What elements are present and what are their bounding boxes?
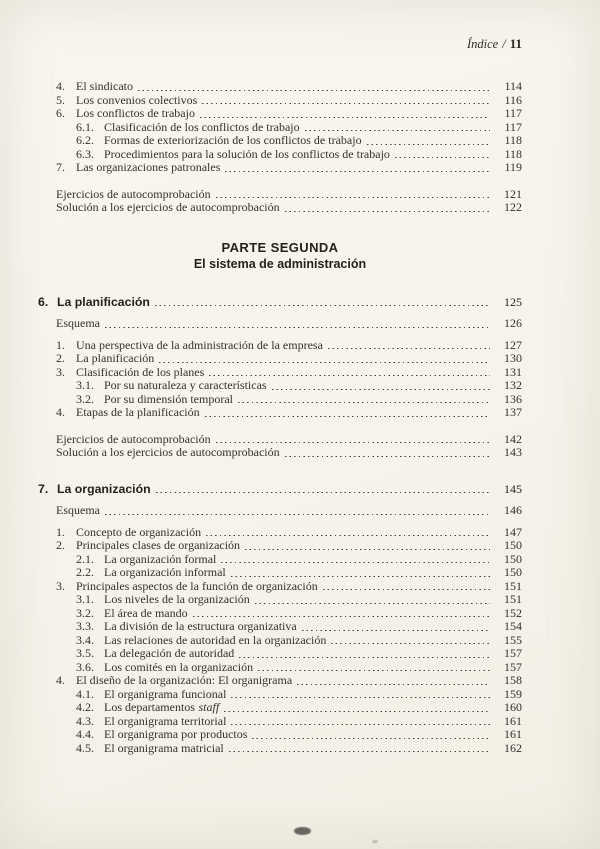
entry-number: 4. <box>56 673 65 687</box>
entry-page: 118 <box>504 146 522 161</box>
entry-title-text: Principales clases de organización <box>76 538 241 552</box>
entry-page: 130 <box>504 351 522 365</box>
entry-title <box>76 94 197 108</box>
entry-title-text: El diseño de la organización: El organigrama <box>76 673 293 687</box>
entry-title <box>104 715 226 729</box>
entry-title-text: Procedimientos para la solución de los conflictos de trabajo <box>104 146 390 161</box>
entry-title-text: Los comités en la organización <box>104 659 254 674</box>
entry-title-text: Solución a los ejercicios de autocomprobación <box>56 445 280 459</box>
toc-entry <box>38 742 522 756</box>
toc-entry <box>38 188 522 202</box>
entry-title <box>76 406 200 420</box>
dot-leader <box>328 348 490 349</box>
entry-page: 155 <box>504 632 522 647</box>
entry-number: 3.1. <box>76 378 94 392</box>
dot-leader <box>297 684 490 685</box>
entry-title <box>76 107 195 121</box>
entry-title <box>76 674 292 688</box>
entry-title-text: Etapas de la planificación <box>76 405 200 419</box>
toc-entry <box>38 483 522 497</box>
toc-entry <box>38 352 522 366</box>
toc-entry <box>38 701 522 715</box>
toc-entry <box>38 688 522 702</box>
entry-title <box>56 433 211 447</box>
index-title: Índice <box>466 37 499 51</box>
entry-page: 160 <box>504 700 522 714</box>
entry-page: 159 <box>504 686 522 701</box>
entry-page: 122 <box>504 200 522 214</box>
entry-page: 136 <box>504 391 522 406</box>
toc-entry <box>38 526 522 540</box>
dot-leader <box>105 327 490 328</box>
dot-leader <box>305 130 490 131</box>
dot-leader <box>395 157 490 158</box>
toc-entry <box>38 161 522 175</box>
page-content <box>38 0 522 755</box>
toc-entry <box>38 121 522 135</box>
entry-title <box>104 593 250 607</box>
dot-leader <box>209 375 490 376</box>
entry-number: 2. <box>56 538 65 552</box>
toc-entry <box>38 647 522 661</box>
entry-title <box>104 566 226 580</box>
part-heading <box>38 239 522 273</box>
toc-entry <box>38 406 522 420</box>
entry-title-text: La organización formal <box>104 551 217 566</box>
entry-title-text: La delegación de autoridad <box>104 646 235 660</box>
entry-title <box>104 620 297 634</box>
entry-number: 3. <box>56 364 65 379</box>
dot-leader <box>225 171 490 172</box>
dot-leader <box>231 697 490 698</box>
toc-entry <box>38 661 522 675</box>
toc-chapter6 <box>38 296 522 460</box>
entry-page: 162 <box>504 740 522 755</box>
entry-page: 150 <box>504 551 522 566</box>
entry-number: 3.4. <box>76 632 94 647</box>
entry-page: 137 <box>504 405 522 419</box>
entry-title-text: Las relaciones de autoridad en la organización <box>104 632 327 647</box>
entry-page: 151 <box>504 592 522 606</box>
entry-number: 3.2. <box>76 605 94 620</box>
entry-title <box>56 504 100 518</box>
entry-title-text: El organigrama territorial <box>104 713 227 728</box>
dot-leader <box>200 117 490 118</box>
entry-title-text: El organigrama por productos <box>104 727 248 741</box>
entry-page: 142 <box>504 431 522 446</box>
entry-page: 157 <box>504 659 522 674</box>
dot-leader <box>272 389 490 390</box>
entry-title <box>104 728 247 742</box>
toc-entry <box>38 504 522 518</box>
entry-title-text: Los niveles de la organización <box>104 592 250 606</box>
entry-title <box>57 483 151 497</box>
toc-entry <box>38 201 522 215</box>
entry-page: 161 <box>504 713 522 728</box>
entry-page: 151 <box>504 578 522 593</box>
dot-leader <box>159 362 490 363</box>
entry-number: 4.3. <box>76 713 94 728</box>
toc-entry <box>38 580 522 594</box>
dot-leader <box>221 562 490 563</box>
dot-leader <box>258 670 490 671</box>
entry-title-text: El sindicato <box>76 79 133 93</box>
entry-title-text: Clasificación de los planes <box>76 364 205 379</box>
entry-title-text: Una perspectiva de la administración de la empresa <box>76 337 323 352</box>
dot-leader <box>156 492 490 493</box>
entry-title <box>76 161 220 175</box>
entry-page: 161 <box>504 727 522 741</box>
toc-entry <box>38 446 522 460</box>
entry-page: 131 <box>504 364 522 379</box>
entry-title-text: Ejercicios de autocomprobación <box>56 186 211 201</box>
entry-number: 3.3. <box>76 619 94 633</box>
dot-leader <box>224 711 490 712</box>
part-title: PARTE SEGUNDA <box>221 239 339 255</box>
toc-part1 <box>38 80 522 215</box>
dot-leader <box>367 144 490 145</box>
entry-title <box>56 188 211 202</box>
entry-page: 157 <box>504 646 522 660</box>
dot-leader <box>285 211 490 212</box>
entry-number: 3.6. <box>76 659 94 674</box>
entry-title-italic: staff <box>198 700 220 714</box>
entry-number: 2.2. <box>76 565 94 579</box>
entry-number: 1. <box>56 337 65 352</box>
entry-title <box>104 379 267 393</box>
entry-title <box>104 121 300 135</box>
toc-entry <box>38 80 522 94</box>
entry-title-text: Los convenios colectivos <box>76 92 198 107</box>
entry-number: 6. <box>38 294 49 309</box>
entry-title-text: La organización informal <box>104 565 226 579</box>
entry-title <box>104 553 216 567</box>
dot-leader <box>193 616 490 617</box>
entry-number: 4.5. <box>76 740 94 755</box>
entry-page: 125 <box>504 294 522 309</box>
entry-title <box>104 647 234 661</box>
dot-leader <box>216 197 490 198</box>
toc-entry <box>38 379 522 393</box>
page-header <box>38 0 522 52</box>
entry-number: 2. <box>56 351 65 365</box>
page-number: 11 <box>509 36 522 51</box>
entry-page: 116 <box>504 92 522 107</box>
entry-title-text: La planificación <box>57 294 150 309</box>
dot-leader <box>205 416 490 417</box>
entry-title-text: Los departamentos <box>104 700 195 714</box>
dot-leader <box>323 589 490 590</box>
entry-title-text: Las organizaciones patronales <box>76 160 221 174</box>
toc-entry <box>38 433 522 447</box>
dot-leader <box>231 576 490 577</box>
entry-title-text: Solución a los ejercicios de autocomprobación <box>56 200 280 214</box>
dot-leader <box>105 514 490 515</box>
entry-number: 3.5. <box>76 646 94 660</box>
dot-leader <box>155 305 490 306</box>
entry-title-text: Esquema <box>56 503 100 517</box>
entry-title-text: El organigrama funcional <box>104 686 227 701</box>
entry-title-text: Ejercicios de autocomprobación <box>56 431 211 446</box>
entry-title-text: El área de mando <box>104 605 188 620</box>
dot-leader <box>331 643 490 644</box>
entry-title <box>76 366 204 380</box>
entry-page: 154 <box>504 619 522 633</box>
dot-leader <box>302 630 490 631</box>
entry-title-text: Esquema <box>56 316 100 330</box>
entry-page: 150 <box>504 538 522 552</box>
dot-leader <box>202 103 490 104</box>
toc-entry <box>38 593 522 607</box>
entry-page: 145 <box>504 481 522 496</box>
entry-page: 126 <box>504 316 522 330</box>
entry-number: 3. <box>56 578 65 593</box>
entry-page: 127 <box>504 337 522 352</box>
entry-title-text: Por su dimensión temporal <box>104 391 233 406</box>
entry-page: 146 <box>504 503 522 517</box>
entry-number: 7. <box>38 481 49 496</box>
entry-title-text: Por su naturaleza y características <box>104 378 267 392</box>
entry-number: 6. <box>56 106 65 120</box>
entry-title-text: Los conflictos de trabajo <box>76 106 195 120</box>
entry-title <box>56 446 280 460</box>
scan-artifact <box>294 827 311 835</box>
entry-title <box>104 134 362 148</box>
entry-number: 6.2. <box>76 133 94 147</box>
entry-title <box>76 339 323 353</box>
dot-leader <box>252 738 490 739</box>
toc-entry <box>38 134 522 148</box>
toc-entry <box>38 634 522 648</box>
entry-title <box>104 742 224 756</box>
dot-leader <box>238 402 490 403</box>
entry-title <box>104 688 226 702</box>
toc-entry <box>38 674 522 688</box>
entry-number: 2.1. <box>76 551 94 566</box>
scan-speck <box>372 840 378 843</box>
entry-page: 143 <box>504 445 522 459</box>
entry-page: 152 <box>504 605 522 620</box>
entry-title <box>104 607 188 621</box>
part-subtitle: El sistema de administración <box>193 256 367 271</box>
entry-title-text: La división de la estructura organizativa <box>104 619 297 633</box>
entry-title <box>56 201 280 215</box>
entry-title <box>104 701 219 715</box>
entry-title <box>57 296 150 310</box>
entry-title <box>104 634 326 648</box>
toc-entry <box>38 94 522 108</box>
toc-entry <box>38 296 522 310</box>
dot-leader <box>229 751 490 752</box>
entry-page: 117 <box>504 119 522 134</box>
dot-leader <box>138 90 490 91</box>
toc-chapter7 <box>38 483 522 756</box>
entry-page: 147 <box>504 524 522 539</box>
dot-leader <box>206 535 490 536</box>
entry-page: 150 <box>504 565 522 579</box>
entry-number: 4.1. <box>76 686 94 701</box>
entry-title-text: Clasificación de los conflictos de trabajo <box>104 119 300 134</box>
toc-entry <box>38 539 522 553</box>
entry-page: 118 <box>504 133 522 147</box>
entry-title-text: Formas de exteriorización de los conflictos de trabajo <box>104 133 362 147</box>
entry-title-text: La organización <box>57 481 151 496</box>
entry-page: 119 <box>504 160 522 174</box>
entry-title <box>104 148 390 162</box>
toc-entry <box>38 366 522 380</box>
entry-number: 4.4. <box>76 727 94 741</box>
header-separator: / <box>502 37 506 51</box>
entry-title-text: El organigrama matricial <box>104 740 224 755</box>
entry-number: 7. <box>56 160 65 174</box>
entry-number: 4. <box>56 405 65 419</box>
dot-leader <box>245 549 490 550</box>
entry-title <box>76 539 240 553</box>
dot-leader <box>216 442 490 443</box>
entry-number: 3.2. <box>76 391 94 406</box>
entry-number: 6.3. <box>76 146 94 161</box>
entry-title-text: La planificación <box>76 351 155 365</box>
dot-leader <box>285 456 490 457</box>
entry-number: 6.1. <box>76 119 94 134</box>
toc-entry <box>38 107 522 121</box>
entry-title-text: Concepto de organización <box>76 524 202 539</box>
entry-page: 121 <box>504 186 522 201</box>
toc-entry <box>38 317 522 331</box>
toc-entry <box>38 607 522 621</box>
entry-number: 5. <box>56 92 65 107</box>
entry-number: 1. <box>56 524 65 539</box>
entry-number: 4. <box>56 79 65 93</box>
entry-title <box>104 661 253 675</box>
entry-page: 114 <box>504 79 522 93</box>
toc-entry <box>38 393 522 407</box>
dot-leader <box>255 603 490 604</box>
entry-page: 117 <box>504 106 522 120</box>
dot-leader <box>231 724 490 725</box>
entry-page: 158 <box>504 673 522 687</box>
entry-title <box>76 352 154 366</box>
toc-entry <box>38 566 522 580</box>
toc-entry <box>38 715 522 729</box>
toc-entry <box>38 553 522 567</box>
entry-number: 4.2. <box>76 700 94 714</box>
entry-title <box>76 526 201 540</box>
entry-title <box>76 80 133 94</box>
entry-title <box>104 393 233 407</box>
toc-entry <box>38 620 522 634</box>
entry-title <box>56 317 100 331</box>
entry-page: 132 <box>504 378 522 392</box>
toc-entry <box>38 339 522 353</box>
entry-title <box>76 580 318 594</box>
toc-entry <box>38 728 522 742</box>
entry-title-text: Principales aspectos de la función de organización <box>76 578 318 593</box>
entry-number: 3.1. <box>76 592 94 606</box>
toc-entry <box>38 148 522 162</box>
dot-leader <box>239 657 490 658</box>
